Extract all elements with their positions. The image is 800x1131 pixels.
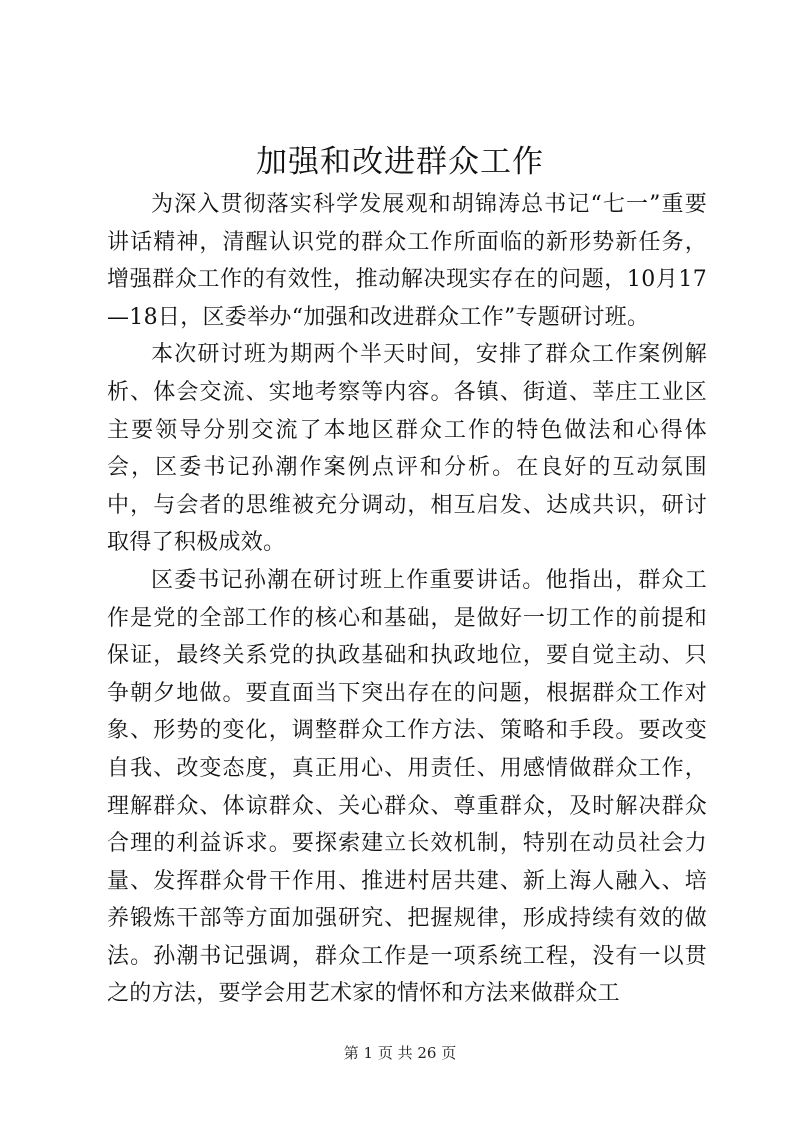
page-number-footer: 第 1 页 共 26 页 [343,1044,457,1062]
document-body [107,186,707,1013]
paragraph-2: 本次研讨班为期两个半天时间，安排了群众工作案例解析、体会交流、实地考察等内容。各镇、街道、莘庄工业区主要领导分别交流了本地区群众工作的特色做法和心得体会，区委书记孙潮作案例点评和分析。在良好的互动氛围中，与会者的思维被充分调动，相互启发、达成共识，研讨取得了积极成效。 [107,342,707,556]
paragraph-3: 区委书记孙潮在研讨班上作重要讲话。他指出，群众工作是党的全部工作的核心和基础，是做好一切工作的前提和保证，最终关系党的执政基础和执政地位，要自觉主动、只争朝夕地做。要直面当下突出存在的问题，根据群众工作对象、形势的变化，调整群众工作方法、策略和手段。要改变自我、改变态度，真正用心、用责任、用感情做群众工作，理解群众、体谅群众、关心群众、尊重群众，及时解决群众合理的利益诉求。要探索建立长效机制，特别在动员社会力量、发挥群众骨干作用、推进村居共建、新上海人融入、培养锻炼干部等方面加强研究、把握规律，形成持续有效的做法。孙潮书记强调，群众工作是一项系统工程，没有一以贯之的方法，要学会用艺术家的情怀和方法来做群众工 [107,567,707,1007]
document-title: 加强和改进群众工作 [256,144,544,180]
paragraph-1: 为深入贯彻落实科学发展观和胡锦涛总书记“七一”重要讲话精神，清醒认识党的群众工作所面临的新形势新任务，增强群众工作的有效性，推动解决现实存在的问题，10月17—18日，区委举办“加强和改进群众工作”专题研讨班。 [107,192,707,330]
